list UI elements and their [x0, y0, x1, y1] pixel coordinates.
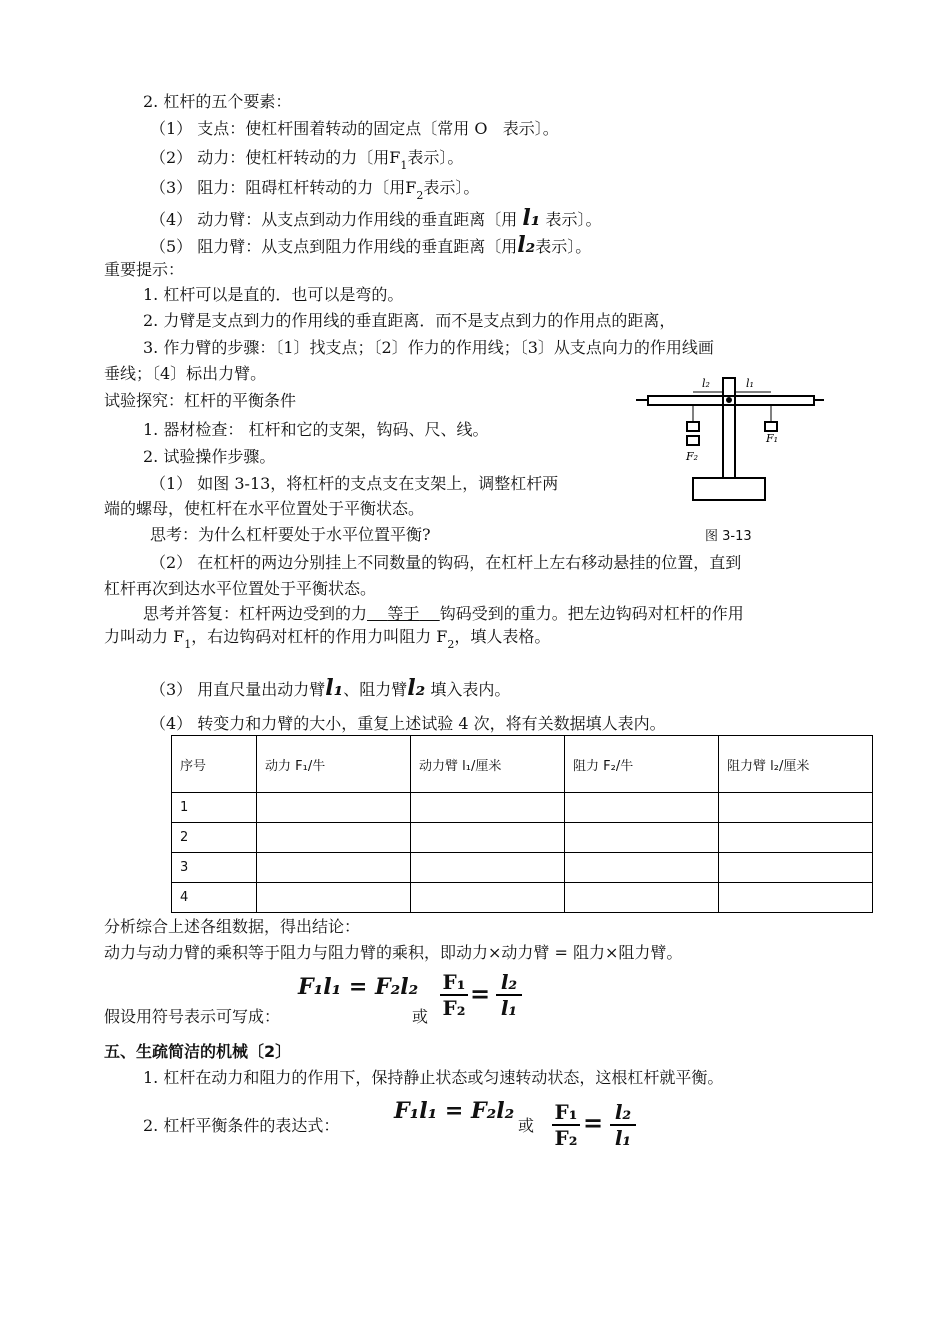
- procedure-1b: 端的螺母，使杠杆在水平位置处于平衡状态。: [104, 499, 425, 518]
- data-table: [171, 735, 873, 913]
- answer-blank: 等于: [387, 604, 420, 623]
- label-l2: l₂: [702, 377, 710, 390]
- element-item-5: （5） 阻力臂：从支点到阻力作用线的垂直距离〔用l₂表示〕。: [150, 232, 592, 258]
- procedure-2a: （2） 在杠杆的两边分别挂上不同数量的钩码，在杠杆上左右移动悬挂的位置，直到: [150, 553, 742, 572]
- procedure-1a: （1） 如图 3-13，将杠杆的支点支在支架上，调整杠杆两: [150, 474, 559, 493]
- left-weight-1: [687, 422, 699, 431]
- conclusion-intro: 分析综合上述各组数据，得出结论：: [104, 917, 361, 936]
- tips-heading: 重要提示：: [104, 260, 185, 279]
- answer-line-2: 力叫动力 $F_1$，右边钩码对杠杆的作用力叫阻力 $F_2$，填人表格。: [104, 627, 551, 651]
- equals-sign: =: [470, 979, 491, 1008]
- section5-fraction-arm: $\frac{\text{l₂}}{\text{l₁}}$: [610, 1100, 636, 1150]
- label-F2: F₂: [686, 450, 699, 463]
- label-l1: l₁: [746, 377, 754, 390]
- procedure-3: （3） 用直尺量出动力臂l₁、阻力臂l₂ 填入表内。: [150, 675, 511, 701]
- table-row: [172, 823, 873, 853]
- tip-2: 2. 力臂是支点到力的作用线的垂直距离．而不是支点到力的作用点的距离，: [143, 311, 676, 330]
- element-item-1: （1） 支点：使杠杆围着转动的固定点〔常用 O 表示〕。: [150, 119, 559, 138]
- element-item-3: （3） 阻力：阻碍杠杆转动的力〔用$F_2$表示〕。: [150, 178, 480, 202]
- table-row: [172, 853, 873, 883]
- fraction-arm: $\frac{\text{l₂}}{\text{l₁}}$: [496, 970, 522, 1020]
- experiment-heading: 试验探究：杠杆的平衡条件: [104, 391, 297, 410]
- section5-fraction-force: $\frac{\text{F₁}}{\text{F₂}}$: [552, 1100, 580, 1150]
- section5-heading: 五、生疏简洁的机械〔2〕: [104, 1042, 292, 1061]
- left-weight-2: [687, 436, 699, 445]
- stand-post: [723, 378, 735, 478]
- procedure-4: （4） 转变力和力臂的大小，重复上述试验 4 次，将有关数据填人表内。: [150, 714, 666, 733]
- label-F1: F₁: [766, 432, 779, 445]
- section5-item-1: 1. 杠杆在动力和阻力的作用下，保持静止状态或匀速转动状态，这根杠杆就平衡。: [143, 1068, 724, 1087]
- figure-caption: 图 3-13: [705, 529, 752, 544]
- table-cell-index: 2: [172, 823, 257, 853]
- table-header-cell: 阻力 F₂/牛: [565, 736, 719, 793]
- section5-equals-sign: =: [583, 1108, 604, 1137]
- experiment-step-2: 2. 试验操作步骤。: [143, 447, 276, 466]
- table-header-cell: 阻力臂 l₂/厘米: [719, 736, 873, 793]
- conclusion-symbol-text: 假设用符号表示可写成：: [104, 1007, 281, 1026]
- think-question: 思考：为什么杠杆要处于水平位置平衡?: [150, 525, 431, 544]
- table-row: [172, 793, 873, 823]
- table-header-cell: 序号: [172, 736, 257, 793]
- section5-item-2: 2. 杠杆平衡条件的表达式：: [143, 1116, 340, 1135]
- section5-or: 或: [518, 1116, 535, 1135]
- stand-base: [693, 478, 765, 500]
- table-cell-index: 4: [172, 883, 257, 913]
- procedure-2b: 杠杆再次到达水平位置处于平衡状态。: [104, 579, 377, 598]
- elements-title: 2. 杠杆的五个要素：: [143, 92, 292, 111]
- experiment-step-1: 1. 器材检查： 杠杆和它的支架，钩码、尺、线。: [143, 420, 489, 439]
- conclusion-or: 或: [412, 1007, 429, 1026]
- section5-formula-product: F₁l₁ = F₂l₂: [394, 1098, 515, 1124]
- table-cell-index: 1: [172, 793, 257, 823]
- tip-3b: 垂线；〔4〕标出力臂。: [104, 364, 267, 383]
- tip-3a: 3. 作力臂的步骤：〔1〕找支点；〔2〕作力的作用线；〔3〕从支点向力的作用线画: [143, 338, 714, 357]
- element-item-4: （4） 动力臂：从支点到动力作用线的垂直距离〔用 l₁ 表示〕。: [150, 205, 602, 231]
- right-weight: [765, 422, 777, 431]
- conclusion-statement: 动力与动力臂的乘积等于阻力与阻力臂的乘积，即动力×动力臂 = 阻力×阻力臂。: [104, 943, 683, 962]
- tip-1: 1. 杠杆可以是直的．也可以是弯的。: [143, 285, 404, 304]
- table-header-row: [172, 736, 873, 793]
- fulcrum-pivot: [727, 398, 731, 402]
- formula-product: F₁l₁ = F₂l₂: [298, 974, 419, 1000]
- fraction-force: $\frac{\text{F₁}}{\text{F₂}}$: [440, 970, 468, 1020]
- lever-figure: [636, 372, 826, 512]
- table-cell-index: 3: [172, 853, 257, 883]
- element-item-2: （2） 动力：使杠杆转动的力〔用$F_1$表示〕。: [150, 148, 464, 172]
- table-header-cell: 动力臂 l₁/厘米: [411, 736, 565, 793]
- table-header-cell: 动力 F₁/牛: [257, 736, 411, 793]
- answer-line-1: 思考并答复：杠杆两边受到的力 等于 钩码受到的重力。把左边钩码对杠杆的作用: [143, 604, 744, 623]
- table-row: [172, 883, 873, 913]
